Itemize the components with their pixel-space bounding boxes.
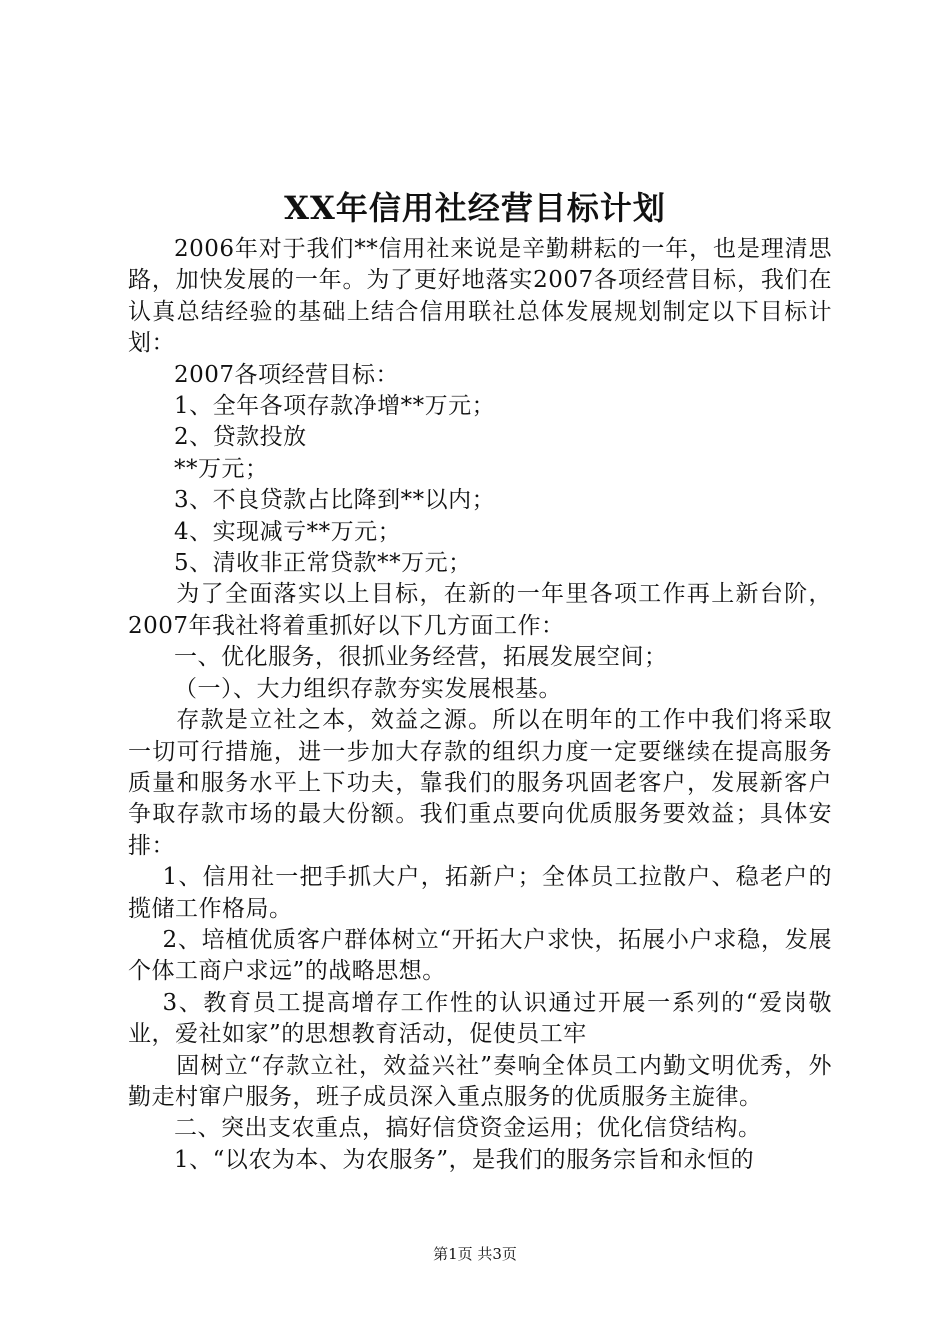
paragraph: 1、“以农为本、为农服务”，是我们的服务宗旨和永恒的 bbox=[174, 1146, 755, 1173]
paragraph: （一）、大力组织存款夯实发展根基。 bbox=[174, 675, 562, 702]
paragraph: 2006年对于我们**信用社来说是辛勤耕耘的一年，也是理清思路，加快发展的一年。为了更好地落实2007各项经营目标，我们在认真总结经验的基础上结合信用联社总体发展规划制定以下目标计划： bbox=[128, 236, 832, 357]
paragraph: 2、培植优质客户群体树立“开拓大户求快，拓展小户求稳，发展个体工商户求远”的战略思想。 bbox=[128, 926, 832, 985]
paragraph: 3、不良贷款占比降到**以内； bbox=[174, 487, 496, 514]
paragraph: 一、优化服务，很抓业务经营，拓展发展空间； bbox=[174, 644, 668, 671]
paragraph: 2、贷款投放 bbox=[174, 424, 307, 451]
paragraph: 1、信用社一把手抓大户，拓新户；全体员工拉散户、稳老户的揽储工作格局。 bbox=[128, 864, 832, 922]
paragraph: 3、教育员工提高增存工作性的认识通过开展一系列的“爱岗敬业，爱社如家”的思想教育活动，促使员工牢 bbox=[128, 989, 832, 1048]
paragraph: 存款是立社之本，效益之源。所以在明年的工作中我们将采取一切可行措施，进一步加大存款的组织力度一定要继续在提高服务质量和服务水平上下功夫，靠我们的服务巩固老客户，发展新客户争取存款市场的最大份额。我们重点要向优质服务要效益；具体安排： bbox=[128, 707, 832, 859]
paragraph: 1、全年各项存款净增**万元； bbox=[174, 393, 496, 420]
paragraph: 二、突出支农重点，搞好信贷资金运用；优化信贷结构。 bbox=[174, 1115, 762, 1142]
paragraph: 5、清收非正常贷款**万元； bbox=[174, 550, 472, 577]
paragraph: 4、实现减亏**万元； bbox=[174, 518, 402, 545]
paragraph: 为了全面落实以上目标，在新的一年里各项工作再上新台阶，2007年我社将着重抓好以下几方面工作： bbox=[128, 581, 832, 639]
page-footer: 第1页 共3页 bbox=[433, 1245, 517, 1263]
paragraph: 2007各项经营目标： bbox=[174, 361, 400, 388]
document-title: XX年信用社经营目标计划 bbox=[284, 189, 666, 227]
paragraph: 固树立“存款立社，效益兴社”奏响全体员工内勤文明优秀，外勤走村窜户服务，班子成员深入重点服务的优质服务主旋律。 bbox=[128, 1052, 832, 1110]
paragraph: **万元； bbox=[174, 455, 269, 482]
document-body bbox=[128, 234, 832, 1176]
